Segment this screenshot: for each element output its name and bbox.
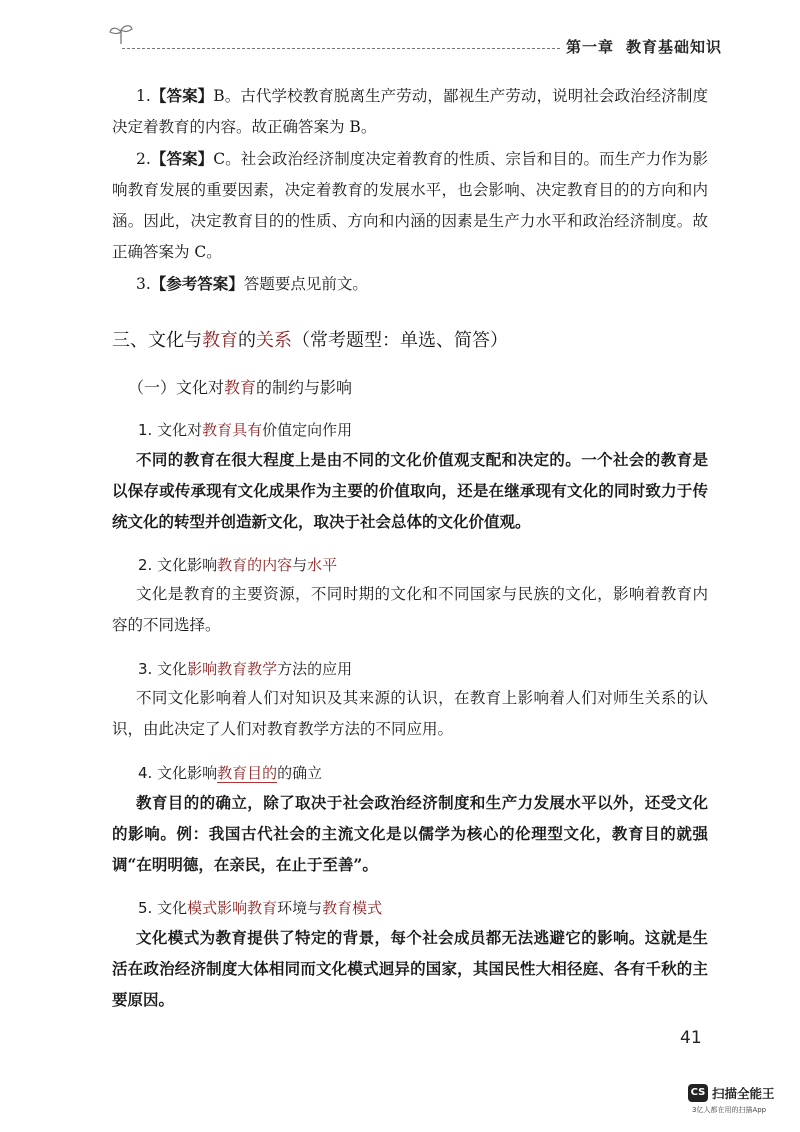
- section-heading: 三、文化与教育的关系（常考题型：单选、简答）: [112, 330, 508, 351]
- answer-2: 2.【答案】C。社会政治经济制度决定着教育的性质、宗旨和目的。而生产力作为影响教育发展的重要因素，决定着教育的发展水平，也会影响、决定教育目的的方向和内涵。因此，决定教育目的的性质、方向和内涵的因素是生产力水平和政治经济制度。故正确答案为 C。: [112, 149, 708, 261]
- answer-tag: 【答案】: [150, 149, 214, 168]
- underlined-term: 教育目的: [217, 764, 278, 782]
- scanner-watermark: [688, 1084, 792, 1120]
- item-body-4: 教育目的的确立，除了取决于社会政治经济制度和生产力发展水平以外，还受文化的影响。例：我国古代社会的主流文化是以儒学为核心的伦理型文化，教育目的就强调“在明明德，在亲民，在止于至善”。: [112, 793, 708, 874]
- item-heading-2: 2. 文化影响教育的内容与水平: [138, 556, 338, 574]
- page-number: 41: [680, 1028, 702, 1048]
- header-divider: [122, 48, 560, 49]
- answer-3: 3.【参考答案】答题要点见前文。: [136, 274, 368, 293]
- chapter-title: 教育基础知识: [626, 38, 723, 56]
- item-heading-4: 4. 文化影响教育目的的确立: [138, 764, 323, 782]
- chapter-number: 第一章: [566, 38, 615, 56]
- watermark-tagline: 3亿人都在用的扫描App: [692, 1106, 767, 1114]
- item-body-1: 不同的教育在很大程度上是由不同的文化价值观支配和决定的。一个社会的教育是以保存或传承现有文化成果作为主要的价值取向，还是在继承现有文化的同时致力于传统文化的转型并创造新文化，取决于社会总体的文化价值观。: [112, 450, 708, 531]
- answer-tag: 【答案】: [150, 86, 214, 105]
- page-content: [112, 80, 708, 1015]
- subsection-heading: （一）文化对教育的制约与影响: [128, 378, 353, 397]
- leaf-logo-icon: [108, 22, 134, 46]
- answer-tag: 【参考答案】: [150, 274, 244, 293]
- item-heading-3: 3. 文化影响教育教学方法的应用: [138, 660, 353, 678]
- item-heading-1: 1. 文化对教育具有价值定向作用: [138, 421, 353, 439]
- item-body-2: 文化是教育的主要资源，不同时期的文化和不同国家与民族的文化，影响着教育内容的不同选择。: [112, 585, 708, 634]
- item-heading-5: 5. 文化模式影响教育环境与教育模式: [138, 899, 383, 917]
- running-header: [566, 36, 722, 57]
- watermark-name: 扫描全能王: [712, 1086, 775, 1101]
- item-body-5: 文化模式为教育提供了特定的背景，每个社会成员都无法逃避它的影响。这就是生活在政治经济制度大体相同而文化模式迥异的国家，其国民性大相径庭、各有千秋的主要原因。: [112, 928, 708, 1009]
- item-body-3: 不同文化影响着人们对知识及其来源的认识，在教育上影响着人们对师生关系的认识，由此决定了人们对教育教学方法的不同应用。: [112, 689, 708, 738]
- answer-1: 1.【答案】B。古代学校教育脱离生产劳动，鄙视生产劳动，说明社会政治经济制度决定着教育的内容。故正确答案为 B。: [112, 86, 708, 136]
- camscanner-icon: CS: [688, 1084, 708, 1102]
